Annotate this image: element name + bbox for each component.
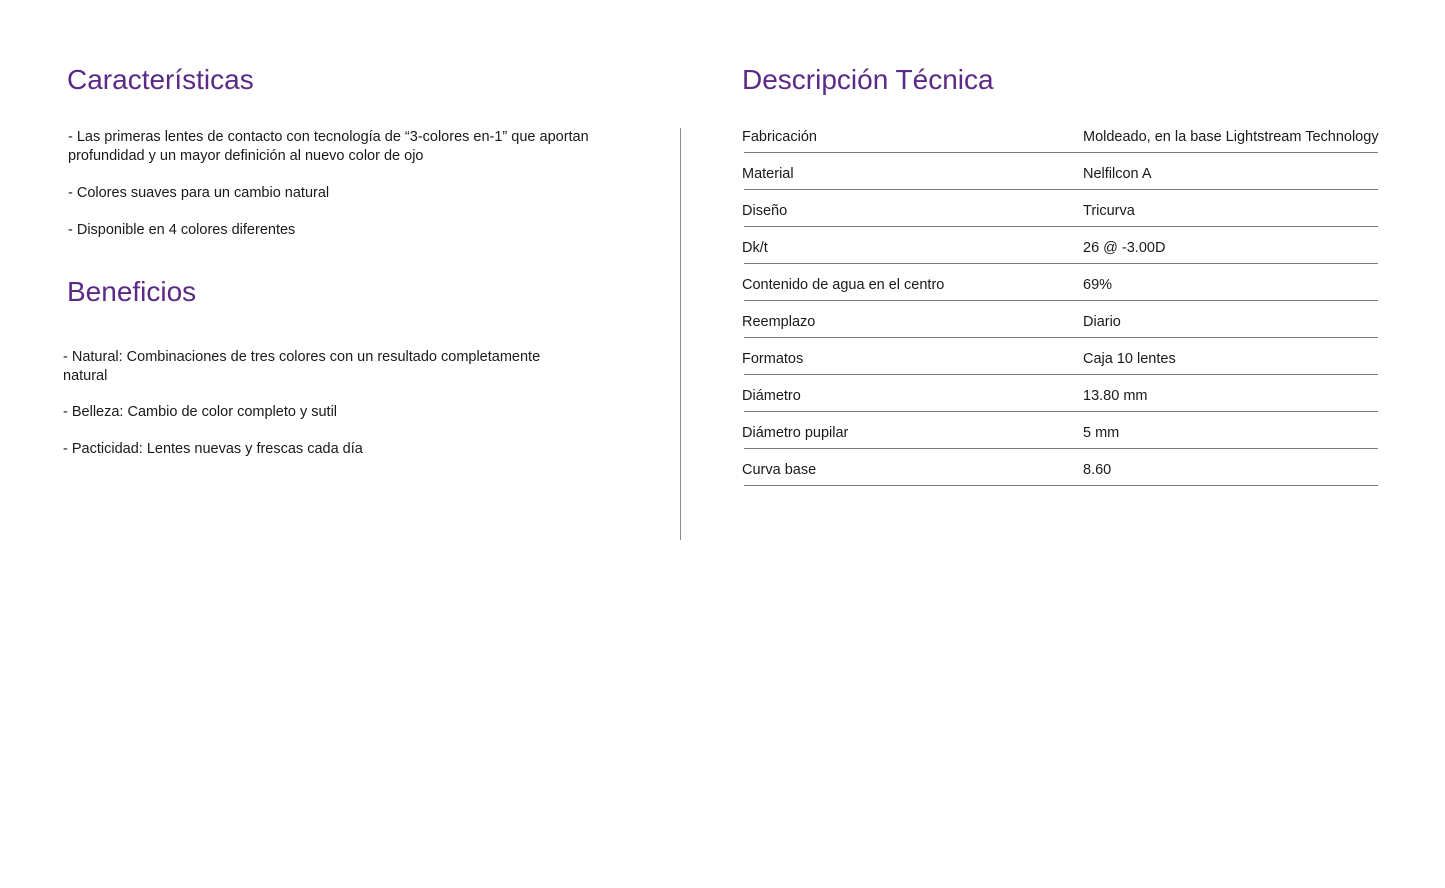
spec-row (742, 227, 1378, 264)
spec-row (742, 116, 1378, 153)
spec-row (742, 412, 1378, 449)
beneficios-item: - Belleza: Cambio de color completo y sutil (63, 404, 338, 420)
spec-row (742, 190, 1378, 227)
spec-label: Fabricación (742, 129, 817, 145)
spec-value: Moldeado, en la base Lightstream Technology (1083, 129, 1379, 145)
spec-value: 5 mm (1083, 425, 1120, 441)
spec-row (742, 375, 1378, 412)
spec-table (742, 116, 1378, 486)
beneficios-title: Beneficios (67, 276, 197, 307)
spec-row (742, 301, 1378, 338)
spec-label: Material (742, 166, 794, 182)
spec-value: Caja 10 lentes (1083, 351, 1176, 367)
spec-value: 8.60 (1083, 462, 1112, 478)
spec-value: 26 @ -3.00D (1083, 240, 1166, 256)
spec-label: Curva base (742, 462, 817, 478)
spec-value: 69% (1083, 277, 1113, 293)
spec-label: Contenido de agua en el centro (742, 277, 945, 293)
caracteristicas-item: - Disponible en 4 colores diferentes (68, 222, 296, 238)
spec-value: Diario (1083, 314, 1121, 330)
spec-value: 13.80 mm (1083, 388, 1148, 404)
spec-label: Diámetro pupilar (742, 425, 849, 441)
spec-row (742, 338, 1378, 375)
descripcion-tecnica-title: Descripción Técnica (742, 64, 994, 95)
spec-label: Diámetro (742, 388, 801, 404)
spec-label: Dk/t (742, 240, 768, 256)
spec-row (742, 153, 1378, 190)
beneficios-item: - Natural: Combinaciones de tres colores con un resultado completamente natural (63, 349, 541, 384)
spec-value: Nelfilcon A (1083, 166, 1152, 182)
spec-row (742, 449, 1378, 486)
beneficios-item: - Pacticidad: Lentes nuevas y frescas cada día (63, 441, 363, 457)
spec-value: Tricurva (1083, 203, 1135, 219)
spec-label: Formatos (742, 351, 804, 367)
spec-row (742, 264, 1378, 301)
caracteristicas-item: - Colores suaves para un cambio natural (68, 185, 330, 201)
column-divider (680, 128, 681, 540)
caracteristicas-title: Características (67, 64, 254, 95)
spec-label: Reemplazo (742, 314, 816, 330)
caracteristicas-item: - Las primeras lentes de contacto con tecnología de “3-colores en-1” que aportan profundidad y un mayor definición al nuevo color de ojo (68, 129, 589, 164)
spec-label: Diseño (742, 203, 788, 219)
